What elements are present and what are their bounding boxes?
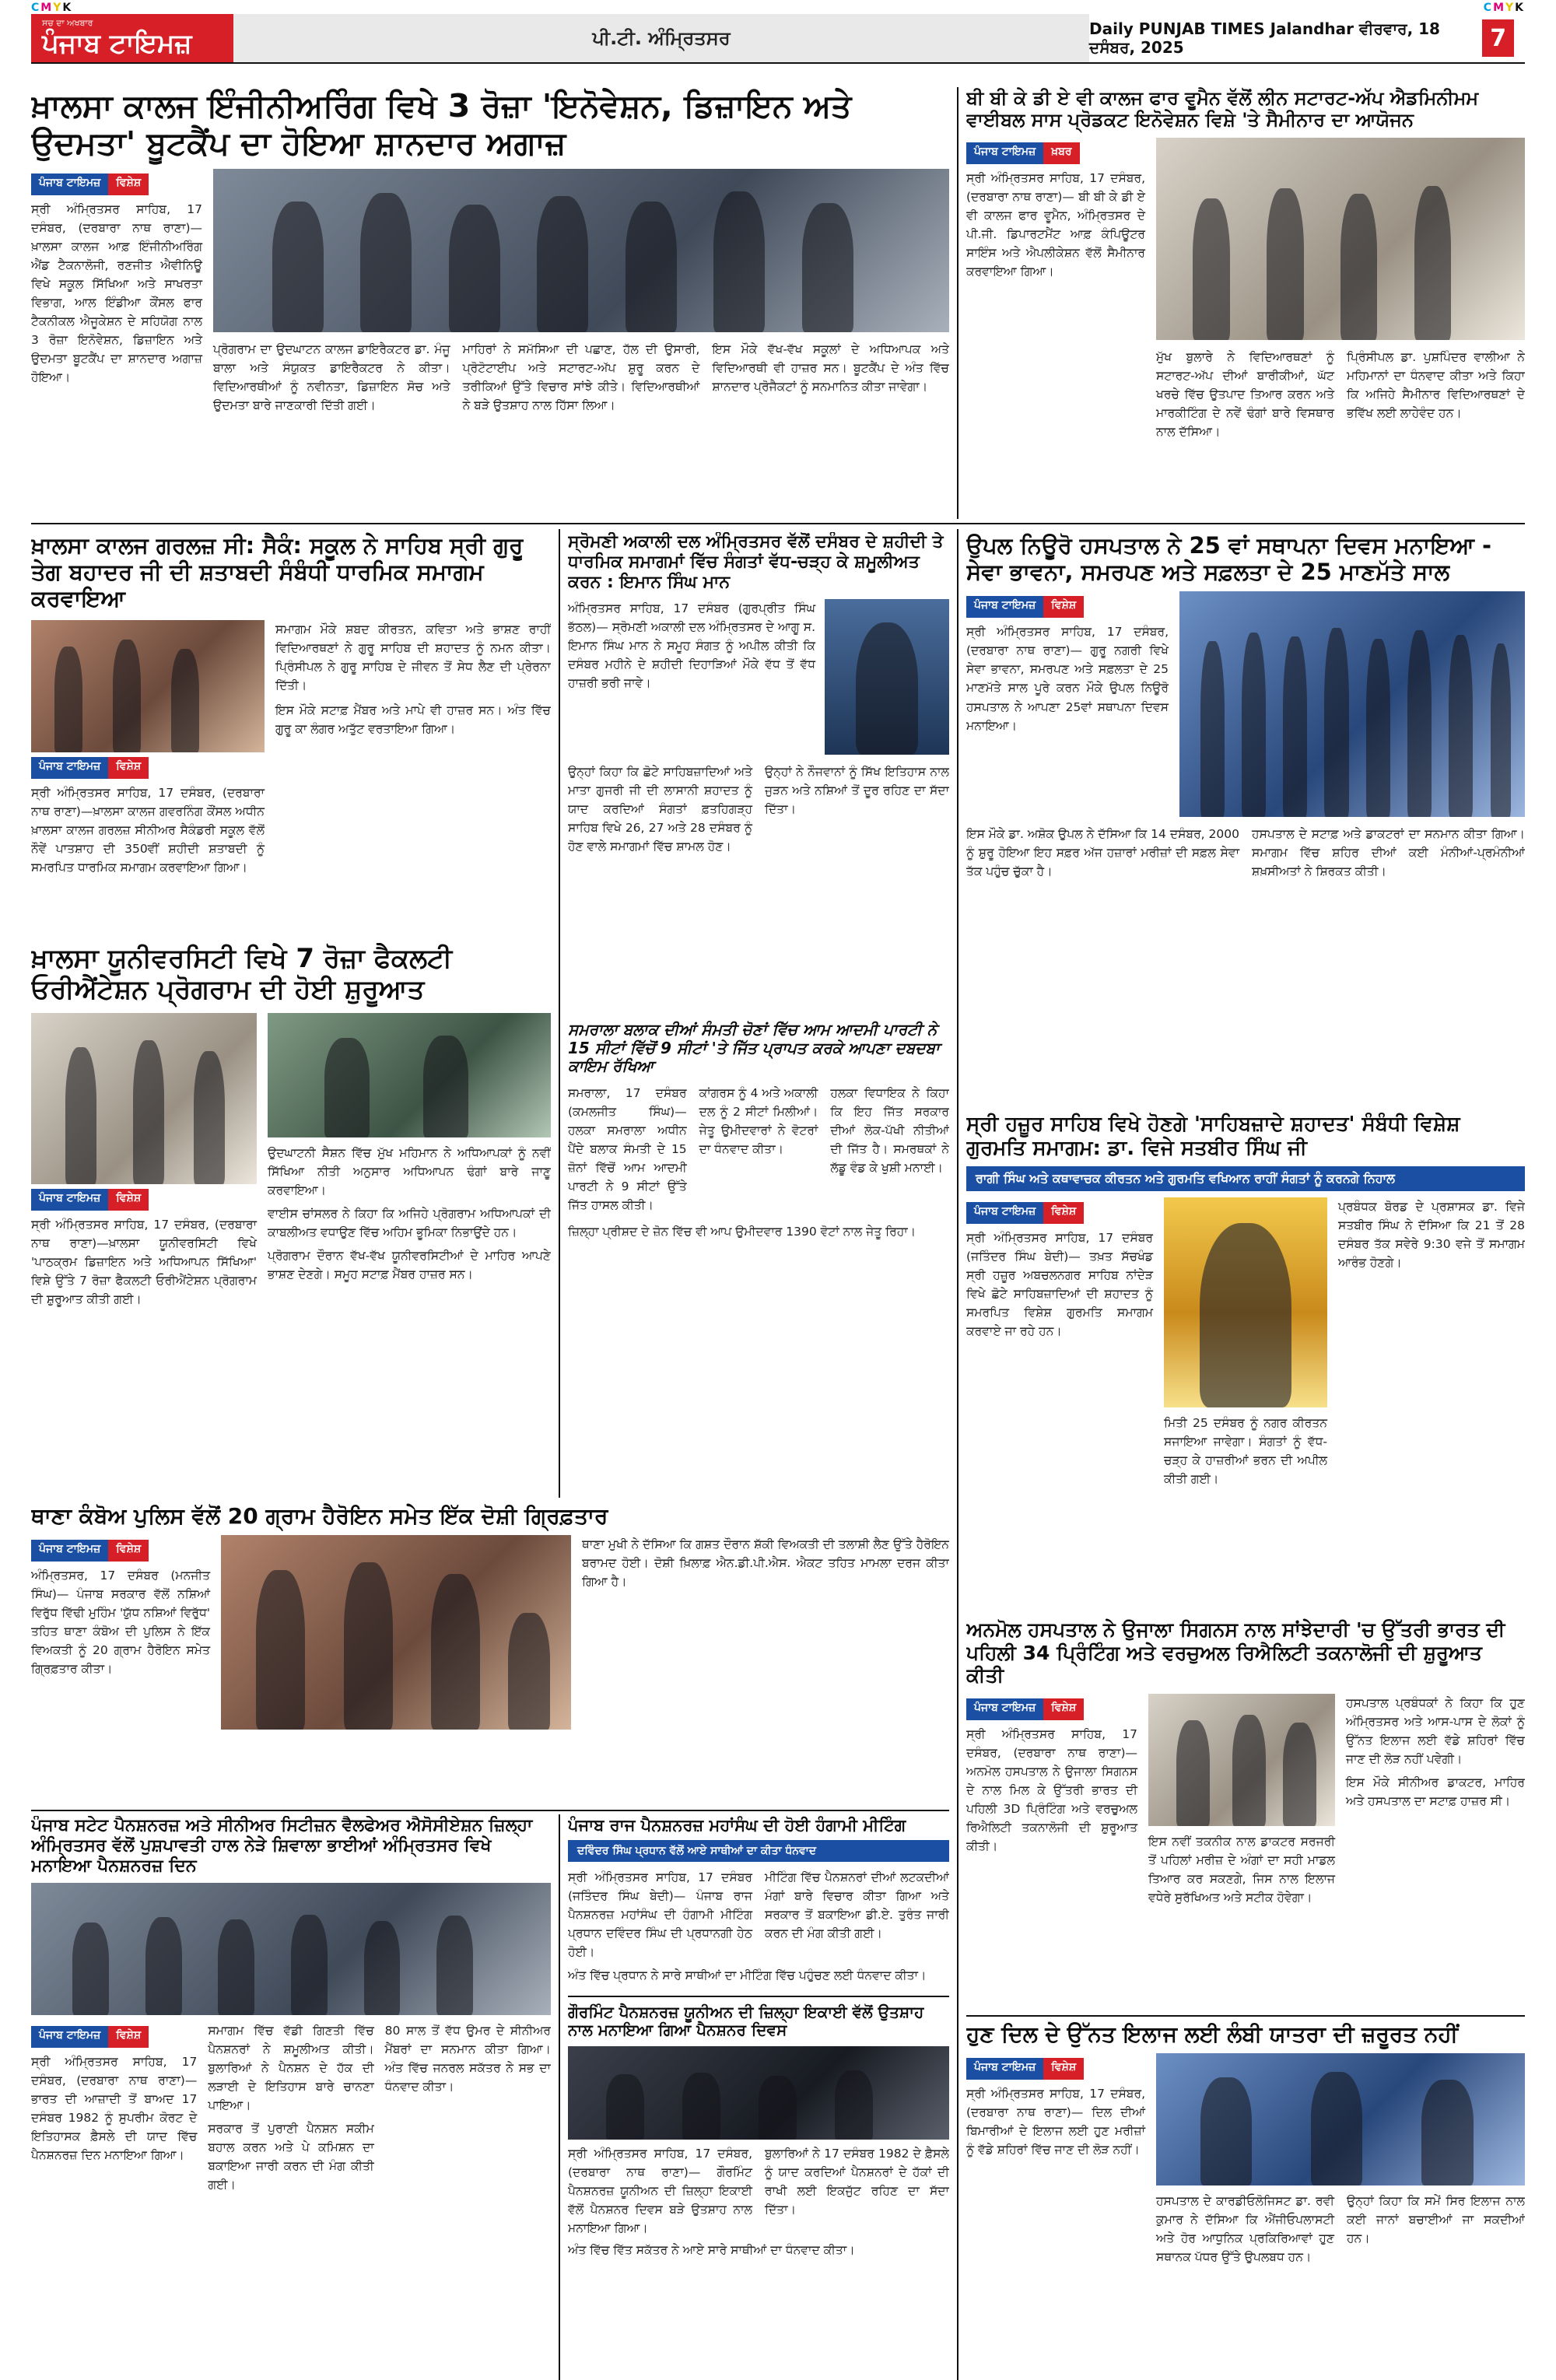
article-body: ਹਸਪਤਾਲ ਦੇ ਸਟਾਫ਼ ਅਤੇ ਡਾਕਟਰਾਂ ਦਾ ਸਨਮਾਨ ਕੀਤਾ ਗਿਆ। ਸਮਾਗਮ ਵਿੱਚ ਸ਼ਹਿਰ ਦੀਆਂ ਕਈ ਮੰਨੀਆਂ-ਪ੍ਰਮੰਨੀਆਂ ਸ਼ਖ਼ਸੀਅਤਾਂ ਨੇ ਸ਼ਿਰਕਤ ਕੀਤੀ। [1252, 827, 1525, 879]
row-rule [966, 2015, 1525, 2017]
police-photo [221, 1535, 571, 1730]
fdp-photo-2 [268, 1013, 551, 1137]
doctors-photo [1156, 2053, 1525, 2185]
article-body: ਮੁੱਖ ਬੁਲਾਰੇ ਨੇ ਵਿਦਿਆਰਥਣਾਂ ਨੂੰ ਸਟਾਰਟ-ਅੱਪ ਦੀਆਂ ਬਾਰੀਕੀਆਂ, ਘੱਟ ਖਰਚੇ ਵਿੱਚ ਉਤਪਾਦ ਤਿਆਰ ਕਰਨ ਅਤੇ ਮਾਰਕੀਟਿੰਗ ਦੇ ਨਵੇਂ ਢੰਗਾਂ ਬਾਰੇ ਵਿਸਥਾਰ ਨਾਲ ਦੱਸਿਆ। [1156, 349, 1334, 439]
article-body: ਇਸ ਮੌਕੇ ਸਟਾਫ਼ ਮੈਂਬਰ ਅਤੇ ਮਾਪੇ ਵੀ ਹਾਜ਼ਰ ਸਨ। ਅੰਤ ਵਿੱਚ ਗੁਰੂ ਕਾ ਲੰਗਰ ਅਤੁੱਟ ਵਰਤਾਇਆ ਗਿਆ। [275, 703, 551, 736]
article-body: ਸ੍ਰੀ ਅੰਮ੍ਰਿਤਸਰ ਸਾਹਿਬ, 17 ਦਸੰਬਰ, (ਦਰਬਾਰਾ ਨਾਥ ਰਾਣਾ)— ਦਿਲ ਦੀਆਂ ਬਿਮਾਰੀਆਂ ਦੇ ਇਲਾਜ ਲਈ ਹੁਣ ਮਰੀਜ਼ਾਂ ਨੂੰ ਵੱਡੇ ਸ਼ਹਿਰਾਂ ਵਿੱਚ ਜਾਣ ਦੀ ਲੋੜ ਨਹੀਂ। [966, 2087, 1145, 2157]
byline-tag: ਪੰਜਾਬ ਟਾਇਮਜ਼ ਵਿਸ਼ੇਸ਼ [31, 1540, 149, 1562]
event-photo [213, 169, 949, 332]
article-body: ਉਦਘਾਟਨੀ ਸੈਸ਼ਨ ਵਿੱਚ ਮੁੱਖ ਮਹਿਮਾਨ ਨੇ ਅਧਿਆਪਕਾਂ ਨੂੰ ਨਵੀਂ ਸਿੱਖਿਆ ਨੀਤੀ ਅਨੁਸਾਰ ਅਧਿਆਪਨ ਢੰਗਾਂ ਬਾਰੇ ਜਾਣੂ ਕਰਵਾਇਆ। [268, 1146, 551, 1198]
row-rule [31, 1810, 949, 1811]
cmyk-marks-left: CMYK [31, 2, 73, 14]
column-rule [559, 1814, 560, 2380]
article-body: ਇਸ ਨਵੀਂ ਤਕਨੀਕ ਨਾਲ ਡਾਕਟਰ ਸਰਜਰੀ ਤੋਂ ਪਹਿਲਾਂ ਮਰੀਜ਼ ਦੇ ਅੰਗਾਂ ਦਾ ਸਹੀ ਮਾਡਲ ਤਿਆਰ ਕਰ ਸਕਣਗੇ, ਜਿਸ ਨਾਲ ਇਲਾਜ ਵਧੇਰੇ ਸੁਰੱਖਿਅਤ ਅਤੇ ਸਟੀਕ ਹੋਵੇਗਾ। [1148, 1834, 1335, 1905]
article-body: ਹਲਕਾ ਵਿਧਾਇਕ ਨੇ ਕਿਹਾ ਕਿ ਇਹ ਜਿੱਤ ਸਰਕਾਰ ਦੀਆਂ ਲੋਕ-ਪੱਖੀ ਨੀਤੀਆਂ ਦੀ ਜਿੱਤ ਹੈ। ਸਮਰਥਕਾਂ ਨੇ ਲੱਡੂ ਵੰਡ ਕੇ ਖੁਸ਼ੀ ਮਨਾਈ। [830, 1085, 949, 1175]
samagam-photo [31, 620, 265, 752]
pensioner-day-photo [568, 2046, 949, 2140]
article-samrala-election [568, 1021, 949, 1497]
article-body: ਅੰਤ ਵਿੱਚ ਪ੍ਰਧਾਨ ਨੇ ਸਾਰੇ ਸਾਥੀਆਂ ਦਾ ਮੀਟਿੰਗ ਵਿੱਚ ਪਹੁੰਚਣ ਲਈ ਧੰਨਵਾਦ ਕੀਤਾ। [568, 1968, 927, 1982]
article-body: ਮਾਹਿਰਾਂ ਨੇ ਸਮੱਸਿਆ ਦੀ ਪਛਾਣ, ਹੱਲ ਦੀ ਉਸਾਰੀ, ਪ੍ਰੋਟੋਟਾਈਪ ਅਤੇ ਸਟਾਰਟ-ਅੱਪ ਸ਼ੁਰੂ ਕਰਨ ਦੇ ਤਰੀਕਿਆਂ ਉੱਤੇ ਵਿਚਾਰ ਸਾਂਝੇ ਕੀਤੇ। ਵਿਦਿਆਰਥੀਆਂ ਨੇ ਬੜੇ ਉਤਸ਼ਾਹ ਨਾਲ ਹਿੱਸਾ ਲਿਆ। [462, 342, 700, 412]
headline: ਅਨਮੋਲ ਹਸਪਤਾਲ ਨੇ ਉਜਾਲਾ ਸਿਗਨਸ ਨਾਲ ਸਾਂਝੇਦਾਰੀ 'ਚ ਉੱਤਰੀ ਭਾਰਤ ਦੀ ਪਹਿਲੀ 34 ਪ੍ਰਿੰਟਿੰਗ ਅਤੇ ਵਰਚੁਅਲ ਰਿਐਲਿਟੀ ਤਕਨਾਲੋਜੀ ਦੀ ਸ਼ੁਰੂਆਤ ਕੀਤੀ [966, 1618, 1505, 1687]
brand-tagline: ਸਚ ਦਾ ਅਖਬਾਰ [42, 18, 93, 28]
article-govt-pensioners-union [568, 1816, 949, 2376]
article-body: ਪ੍ਰੋਗਰਾਮ ਦੌਰਾਨ ਵੱਖ-ਵੱਖ ਯੂਨੀਵਰਸਿਟੀਆਂ ਦੇ ਮਾਹਿਰ ਆਪਣੇ ਭਾਸ਼ਣ ਦੇਣਗੇ। ਸਮੂਹ ਸਟਾਫ਼ ਮੈਂਬਰ ਹਾਜ਼ਰ ਸਨ। [268, 1249, 551, 1282]
page-number: 7 [1482, 19, 1514, 57]
byline-tag: ਪੰਜਾਬ ਟਾਇਮਜ਼ ਖ਼ਬਰ [966, 142, 1080, 164]
article-pensioners-day [31, 1816, 551, 2376]
article-body: ਸਰਕਾਰ ਤੋਂ ਪੁਰਾਣੀ ਪੈਨਸ਼ਨ ਸਕੀਮ ਬਹਾਲ ਕਰਨ ਅਤੇ ਪੇ ਕਮਿਸ਼ਨ ਦਾ ਬਕਾਇਆ ਜਾਰੀ ਕਰਨ ਦੀ ਮੰਗ ਕੀਤੀ ਗਈ। [208, 2121, 374, 2192]
byline-tag: ਪੰਜਾਬ ਟਾਇਮਜ਼ ਵਿਸ਼ੇਸ਼ [31, 174, 149, 195]
article-body: ਪ੍ਰੋਗਰਾਮ ਦਾ ਉਦਘਾਟਨ ਕਾਲਜ ਡਾਇਰੈਕਟਰ ਡਾ. ਮੰਜੂ ਬਾਲਾ ਅਤੇ ਸੰਯੁਕਤ ਡਾਇਰੈਕਟਰ ਨੇ ਕੀਤਾ। ਵਿਦਿਆਰਥੀਆਂ ਨੂੰ ਨਵੀਨਤਾ, ਡਿਜ਼ਾਇਨ ਸੋਚ ਅਤੇ ਉਦਮਤਾ ਬਾਰੇ ਜਾਣਕਾਰੀ ਦਿੱਤੀ ਗਈ। [213, 342, 450, 412]
article-body: ਸ੍ਰੀ ਅੰਮ੍ਰਿਤਸਰ ਸਾਹਿਬ, 17 ਦਸੰਬਰ, (ਦਰਬਾਰਾ ਨਾਥ ਰਾਣਾ)—ਅਨਮੋਲ ਹਸਪਤਾਲ ਨੇ ਉਜਾਲਾ ਸਿਗਨਸ ਦੇ ਨਾਲ ਮਿਲ ਕੇ ਉੱਤਰੀ ਭਾਰਤ ਦੀ ਪਹਿਲੀ 3D ਪ੍ਰਿੰਟਿੰਗ ਅਤੇ ਵਰਚੁਅਲ ਰਿਐਲਿਟੀ ਤਕਨਾਲੋਜੀ ਦੀ ਸ਼ੁਰੂਆਤ ਕੀਤੀ। [966, 1726, 1137, 1853]
article-khalsa-university-fdp [31, 943, 551, 1497]
headline: ਪੰਜਾਬ ਸਟੇਟ ਪੈਨਸ਼ਨਰਜ਼ ਅਤੇ ਸੀਨੀਅਰ ਸਿਟੀਜ਼ਨ ਵੈਲਫੇਅਰ ਐਸੋਸੀਏਸ਼ਨ ਜ਼ਿਲ੍ਹਾ ਅੰਮ੍ਰਿਤਸਰ ਵੱਲੋਂ ਪੁਸ਼ਪਾਵਤੀ ਹਾਲ ਨੇੜੇ ਸ਼ਿਵਾਲਾ ਭਾਈਆਂ ਅੰਮ੍ਰਿਤਸਰ ਵਿਖੇ ਮਨਾਇਆ ਪੈਨਸ਼ਨਰਜ਼ ਦਿਨ [31, 1816, 533, 1876]
article-body: ਉਨ੍ਹਾਂ ਕਿਹਾ ਕਿ ਛੋਟੇ ਸਾਹਿਬਜ਼ਾਦਿਆਂ ਅਤੇ ਮਾਤਾ ਗੁਜਰੀ ਜੀ ਦੀ ਲਾਸਾਨੀ ਸ਼ਹਾਦਤ ਨੂੰ ਯਾਦ ਕਰਦਿਆਂ ਸੰਗਤਾਂ ਫ਼ਤਹਿਗੜ੍ਹ ਸਾਹਿਬ ਵਿਖੇ 26, 27 ਅਤੇ 28 ਦਸੰਬਰ ਨੂੰ ਹੋਣ ਵਾਲੇ ਸਮਾਗਮਾਂ ਵਿੱਚ ਸ਼ਾਮਲ ਹੋਣ। [568, 764, 752, 854]
article-body: ਸ੍ਰੀ ਅੰਮ੍ਰਿਤਸਰ ਸਾਹਿਬ, 17 ਦਸੰਬਰ (ਜਤਿੰਦਰ ਸਿੰਘ ਬੇਦੀ)— ਪੰਜਾਬ ਰਾਜ ਪੈਨਸ਼ਨਰਜ਼ ਮਹਾਂਸੰਘ ਦੀ ਹੰਗਾਮੀ ਮੀਟਿੰਗ ਪ੍ਰਧਾਨ ਦਵਿੰਦਰ ਸਿੰਘ ਦੀ ਪ੍ਰਧਾਨਗੀ ਹੇਠ ਹੋਈ। [568, 1870, 752, 1959]
article-body: ਇਸ ਮੌਕੇ ਸੀਨੀਅਰ ਡਾਕਟਰ, ਮਾਹਿਰ ਅਤੇ ਹਸਪਤਾਲ ਦਾ ਸਟਾਫ਼ ਹਾਜ਼ਰ ਸੀ। [1346, 1775, 1525, 1808]
article-body: ਅੰਮ੍ਰਿਤਸਰ, 17 ਦਸੰਬਰ (ਮਨਜੀਤ ਸਿੰਘ)— ਪੰਜਾਬ ਸਰਕਾਰ ਵੱਲੋਂ ਨਸ਼ਿਆਂ ਵਿਰੁੱਧ ਵਿੱਢੀ ਮੁਹਿੰਮ 'ਯੁੱਧ ਨਸ਼ਿਆਂ ਵਿਰੁੱਧ' ਤਹਿਤ ਥਾਣਾ ਕੰਬੋਅ ਦੀ ਪੁਲਿਸ ਨੇ ਇੱਕ ਵਿਅਕਤੀ ਨੂੰ 20 ਗ੍ਰਾਮ ਹੈਰੋਇਨ ਸਮੇਤ ਗ੍ਰਿਫ਼ਤਾਰ ਕੀਤਾ। [31, 1569, 210, 1677]
article-body: ਕਾਂਗਰਸ ਨੂੰ 4 ਅਤੇ ਅਕਾਲੀ ਦਲ ਨੂੰ 2 ਸੀਟਾਂ ਮਿਲੀਆਂ। ਜੇਤੂ ਉਮੀਦਵਾਰਾਂ ਨੇ ਵੋਟਰਾਂ ਦਾ ਧੰਨਵਾਦ ਕੀਤਾ। [699, 1085, 818, 1156]
portrait-photo [825, 599, 949, 755]
article-body: ਵਾਈਸ ਚਾਂਸਲਰ ਨੇ ਕਿਹਾ ਕਿ ਅਜਿਹੇ ਪ੍ਰੋਗਰਾਮ ਅਧਿਆਪਕਾਂ ਦੀ ਕਾਬਲੀਅਤ ਵਧਾਉਣ ਵਿੱਚ ਅਹਿਮ ਭੂਮਿਕਾ ਨਿਭਾਉਂਦੇ ਹਨ। [268, 1207, 551, 1240]
brand-logo [31, 14, 233, 62]
article-anmol-hospital [966, 1618, 1525, 2011]
article-body: ਅੰਮ੍ਰਿਤਸਰ ਸਾਹਿਬ, 17 ਦਸੰਬਰ (ਗੁਰਪ੍ਰੀਤ ਸਿੰਘ ਭੱਠਲ)— ਸ੍ਰੋਮਣੀ ਅਕਾਲੀ ਦਲ ਅੰਮ੍ਰਿਤਸਰ ਦੇ ਆਗੂ ਸ. ਇਮਾਨ ਸਿੰਘ ਮਾਨ ਨੇ ਸਮੂਹ ਸੰਗਤ ਨੂੰ ਅਪੀਲ ਕੀਤੀ ਕਿ ਦਸੰਬਰ ਮਹੀਨੇ ਦੇ ਸ਼ਹੀਦੀ ਦਿਹਾੜਿਆਂ ਮੌਕੇ ਵੱਧ ਤੋਂ ਵੱਧ ਹਾਜ਼ਰੀ ਭਰੀ ਜਾਵੇ। [568, 601, 815, 690]
column-rule [957, 87, 958, 519]
article-sad-appeal [568, 532, 949, 1015]
seminar-photo [1156, 138, 1525, 340]
column-rule [559, 529, 560, 1498]
article-body: ਜ਼ਿਲ੍ਹਾ ਪ੍ਰੀਸ਼ਦ ਦੇ ਜ਼ੋਨ ਵਿੱਚ ਵੀ ਆਪ ਉਮੀਦਵਾਰ 1390 ਵੋਟਾਂ ਨਾਲ ਜੇਤੂ ਰਿਹਾ। [568, 1224, 916, 1239]
article-body: ਸ੍ਰੀ ਅੰਮ੍ਰਿਤਸਰ ਸਾਹਿਬ, 17 ਦਸੰਬਰ, (ਦਰਬਾਰਾ ਨਾਥ ਰਾਣਾ)— ਗੁਰੂ ਨਗਰੀ ਵਿਖੇ ਸੇਵਾ ਭਾਵਨਾ, ਸਮਰਪਣ ਅਤੇ ਸਫ਼ਲਤਾ ਦੇ 25 ਮਾਣਮੱਤੇ ਸਾਲ ਪੂਰੇ ਕਰਨ ਮੌਕੇ ਉਪਲ ਨਿਊਰੋ ਹਸਪਤਾਲ ਨੇ ਆਪਣਾ 25ਵਾਂ ਸਥਾਪਨਾ ਦਿਵਸ ਮਨਾਇਆ। [966, 625, 1169, 733]
byline-tag: ਪੰਜਾਬ ਟਾਇਮਜ਼ ਵਿਸ਼ੇਸ਼ [966, 2058, 1084, 2080]
article-hazur-sahib-samagam [966, 1113, 1525, 1611]
article-body: ਸ੍ਰੀ ਅੰਮ੍ਰਿਤਸਰ ਸਾਹਿਬ, 17 ਦਸੰਬਰ, (ਦਰਬਾਰਾ ਨਾਥ ਰਾਣਾ)—ਖ਼ਾਲਸਾ ਕਾਲਜ ਆਫ਼ ਇੰਜੀਨੀਅਰਿੰਗ ਐਂਡ ਟੈਕਨਾਲੋਜੀ, ਰਣਜੀਤ ਐਵੀਨਿਊ ਵਿਖੇ ਸਕੂਲ ਸਿੱਖਿਆ ਅਤੇ ਸਾਖਰਤਾ ਵਿਭਾਗ, ਆਲ ਇੰਡੀਆ ਕੌਂਸਲ ਫਾਰ ਟੈਕਨੀਕਲ ਐਜੂਕੇਸ਼ਨ ਦੇ ਸਹਿਯੋਗ ਨਾਲ 3 ਰੋਜ਼ਾ ਇਨੋਵੇਸ਼ਨ, ਡਿਜ਼ਾਇਨ ਅਤੇ ਉਦਮਤਾ ਬੂਟਕੈਂਪ ਦਾ ਸ਼ਾਨਦਾਰ ਅਗਾਜ਼ ਹੋਇਆ। [31, 202, 202, 384]
article-body: ਹਸਪਤਾਲ ਪ੍ਰਬੰਧਕਾਂ ਨੇ ਕਿਹਾ ਕਿ ਹੁਣ ਅੰਮ੍ਰਿਤਸਰ ਅਤੇ ਆਸ-ਪਾਸ ਦੇ ਲੋਕਾਂ ਨੂੰ ਉੱਨਤ ਇਲਾਜ ਲਈ ਵੱਡੇ ਸ਼ਹਿਰਾਂ ਵਿੱਚ ਜਾਣ ਦੀ ਲੋੜ ਨਹੀਂ ਪਵੇਗੀ। [1346, 1695, 1525, 1766]
dateline-box [1089, 14, 1525, 62]
headline: ਪੰਜਾਬ ਰਾਜ ਪੈਨਸ਼ਨਰਜ਼ ਮਹਾਂਸੰਘ ਦੀ ਹੋਈ ਹੰਗਾਮੀ ਮੀਟਿੰਗ [568, 1816, 906, 1835]
headline: ਸਮਰਾਲਾ ਬਲਾਕ ਦੀਆਂ ਸੰਮਤੀ ਚੋਣਾਂ ਵਿੱਚ ਆਮ ਆਦਮੀ ਪਾਰਟੀ ਨੇ 15 ਸੀਟਾਂ ਵਿੱਚੋਂ 9 ਸੀਟਾਂ 'ਤੇ ਜਿੱਤ ਪ੍ਰਾਪਤ ਕਰਕੇ ਆਪਣਾ ਦਬਦਬਾ ਕਾਇਮ ਰੱਖਿਆ [568, 1021, 940, 1076]
article-body: ਸ੍ਰੀ ਅੰਮ੍ਰਿਤਸਰ ਸਾਹਿਬ, 17 ਦਸੰਬਰ, (ਦਰਬਾਰਾ ਨਾਥ ਰਾਣਾ)— ਬੀ ਬੀ ਕੇ ਡੀ ਏ ਵੀ ਕਾਲਜ ਫਾਰ ਵੂਮੈਨ, ਅੰਮ੍ਰਿਤਸਰ ਦੇ ਪੀ.ਜੀ. ਡਿਪਾਰਟਮੈਂਟ ਆਫ਼ ਕੰਪਿਊਟਰ ਸਾਇੰਸ ਅਤੇ ਐਪਲੀਕੇਸ਼ਨ ਵੱਲੋਂ ਸੈਮੀਨਾਰ ਕਰਵਾਇਆ ਗਿਆ। [966, 170, 1145, 279]
byline-tag: ਪੰਜਾਬ ਟਾਇਮਜ਼ ਵਿਸ਼ੇਸ਼ [966, 596, 1084, 618]
article-body: ਮਿਤੀ 25 ਦਸੰਬਰ ਨੂੰ ਨਗਰ ਕੀਰਤਨ ਸਜਾਇਆ ਜਾਵੇਗਾ। ਸੰਗਤਾਂ ਨੂੰ ਵੱਧ-ਚੜ੍ਹ ਕੇ ਹਾਜ਼ਰੀਆਂ ਭਰਨ ਦੀ ਅਪੀਲ ਕੀਤੀ ਗਈ। [1164, 1416, 1327, 1487]
article-body: ਅੰਤ ਵਿੱਚ ਵਿੱਤ ਸਕੱਤਰ ਨੇ ਆਏ ਸਾਰੇ ਸਾਥੀਆਂ ਦਾ ਧੰਨਵਾਦ ਕੀਤਾ। [568, 2243, 855, 2258]
article-body: ਪ੍ਰਿੰਸੀਪਲ ਡਾ. ਪੁਸ਼ਪਿੰਦਰ ਵਾਲੀਆ ਨੇ ਮਹਿਮਾਨਾਂ ਦਾ ਧੰਨਵਾਦ ਕੀਤਾ ਅਤੇ ਕਿਹਾ ਕਿ ਅਜਿਹੇ ਸੈਮੀਨਾਰ ਵਿਦਿਆਰਥਣਾਂ ਦੇ ਭਵਿੱਖ ਲਈ ਲਾਹੇਵੰਦ ਹਨ। [1347, 349, 1525, 420]
article-body: ਸ੍ਰੀ ਅੰਮ੍ਰਿਤਸਰ ਸਾਹਿਬ, 17 ਦਸੰਬਰ (ਜਤਿੰਦਰ ਸਿੰਘ ਬੇਦੀ)— ਤਖ਼ਤ ਸੱਚਖੰਡ ਸ੍ਰੀ ਹਜ਼ੂਰ ਅਬਚਲਨਗਰ ਸਾਹਿਬ ਨਾਂਦੇੜ ਵਿਖੇ ਛੋਟੇ ਸਾਹਿਬਜ਼ਾਦਿਆਂ ਦੀ ਸ਼ਹਾਦਤ ਨੂੰ ਸਮਰਪਿਤ ਵਿਸ਼ੇਸ਼ ਗੁਰਮਤਿ ਸਮਾਗਮ ਕਰਵਾਏ ਜਾ ਰਹੇ ਹਨ। [966, 1231, 1153, 1339]
article-uppal-neuro-hospital [966, 532, 1525, 1108]
article-body: ਥਾਣਾ ਮੁਖੀ ਨੇ ਦੱਸਿਆ ਕਿ ਗਸ਼ਤ ਦੌਰਾਨ ਸ਼ੱਕੀ ਵਿਅਕਤੀ ਦੀ ਤਲਾਸ਼ੀ ਲੈਣ ਉੱਤੇ ਹੈਰੋਇਨ ਬਰਾਮਦ ਹੋਈ। ਦੋਸ਼ੀ ਖ਼ਿਲਾਫ਼ ਐਨ.ਡੀ.ਪੀ.ਐਸ. ਐਕਟ ਤਹਿਤ ਮਾਮਲਾ ਦਰਜ ਕੀਤਾ ਗਿਆ ਹੈ। [582, 1537, 949, 1590]
article-body: ਸਮਾਗਮ ਮੌਕੇ ਸ਼ਬਦ ਕੀਰਤਨ, ਕਵਿਤਾ ਅਤੇ ਭਾਸ਼ਣ ਰਾਹੀਂ ਵਿਦਿਆਰਥਣਾਂ ਨੇ ਗੁਰੂ ਸਾਹਿਬ ਦੀ ਸ਼ਹਾਦਤ ਨੂੰ ਨਮਨ ਕੀਤਾ। ਪ੍ਰਿੰਸੀਪਲ ਨੇ ਗੁਰੂ ਸਾਹਿਬ ਦੇ ਜੀਵਨ ਤੋਂ ਸੇਧ ਲੈਣ ਦੀ ਪ੍ਰੇਰਨਾ ਦਿੱਤੀ। [275, 622, 551, 692]
byline-tag: ਪੰਜਾਬ ਟਾਇਮਜ਼ ਵਿਸ਼ੇਸ਼ [31, 1189, 149, 1211]
fdp-photo [31, 1013, 257, 1184]
article-body: ਹਸਪਤਾਲ ਦੇ ਕਾਰਡੀਓਲੋਜਿਸਟ ਡਾ. ਰਵੀ ਕੁਮਾਰ ਨੇ ਦੱਸਿਆ ਕਿ ਐਂਜੀਓਪਲਾਸਟੀ ਅਤੇ ਹੋਰ ਆਧੁਨਿਕ ਪ੍ਰਕਿਰਿਆਵਾਂ ਹੁਣ ਸਥਾਨਕ ਪੱਧਰ ਉੱਤੇ ਉਪਲਬਧ ਹਨ। [1156, 2194, 1334, 2265]
headline: ਬੀ ਬੀ ਕੇ ਡੀ ਏ ਵੀ ਕਾਲਜ ਫਾਰ ਵੂਮੈਨ ਵੱਲੋਂ ਲੀਨ ਸਟਾਰਟ-ਅੱਪ ਐਡਮਿਨੀਮਮ ਵਾਈਬਲ ਸਾਸ ਪ੍ਰੋਡਕਟ ਇਨੋਵੇਸ਼ਨ ਵਿਸ਼ੇ 'ਤੇ ਸੈਮੀਨਾਰ ਦਾ ਆਯੋਜਨ [966, 87, 1479, 131]
byline-tag: ਪੰਜਾਬ ਟਾਇਮਜ਼ ਵਿਸ਼ੇਸ਼ [966, 1202, 1084, 1224]
article-girls-school-samagam [31, 532, 551, 937]
article-body: ਪ੍ਰਬੰਧਕ ਬੋਰਡ ਦੇ ਪ੍ਰਸ਼ਾਸਕ ਡਾ. ਵਿਜੇ ਸਤਬੀਰ ਸਿੰਘ ਨੇ ਦੱਸਿਆ ਕਿ 21 ਤੋਂ 28 ਦਸੰਬਰ ਤੱਕ ਸਵੇਰੇ 9:30 ਵਜੇ ਤੋਂ ਸਮਾਗਮ ਆਰੰਭ ਹੋਣਗੇ। [1338, 1200, 1525, 1271]
article-body: ਉਨ੍ਹਾਂ ਕਿਹਾ ਕਿ ਸਮੇਂ ਸਿਰ ਇਲਾਜ ਨਾਲ ਕਈ ਜਾਨਾਂ ਬਚਾਈਆਂ ਜਾ ਸਕਦੀਆਂ ਹਨ। [1347, 2194, 1525, 2246]
article-police-heroin [31, 1503, 949, 1807]
article-body: ਮੀਟਿੰਗ ਵਿੱਚ ਪੈਨਸ਼ਨਰਾਂ ਦੀਆਂ ਲਟਕਦੀਆਂ ਮੰਗਾਂ ਬਾਰੇ ਵਿਚਾਰ ਕੀਤਾ ਗਿਆ ਅਤੇ ਸਰਕਾਰ ਤੋਂ ਬਕਾਇਆ ਡੀ.ਏ. ਤੁਰੰਤ ਜਾਰੀ ਕਰਨ ਦੀ ਮੰਗ ਕੀਤੀ ਗਈ। [765, 1870, 949, 1940]
masthead [31, 16, 1525, 64]
article-body: ਇਸ ਮੌਕੇ ਡਾ. ਅਸ਼ੋਕ ਉਪਲ ਨੇ ਦੱਸਿਆ ਕਿ 14 ਦਸੰਬਰ, 2000 ਨੂੰ ਸ਼ੁਰੂ ਹੋਇਆ ਇਹ ਸਫ਼ਰ ਅੱਜ ਹਜ਼ਾਰਾਂ ਮਰੀਜ਼ਾਂ ਦੀ ਸਫ਼ਲ ਸੇਵਾ ਤੱਕ ਪਹੁੰਚ ਚੁੱਕਾ ਹੈ। [966, 827, 1239, 879]
subhead-banner: ਰਾਗੀ ਸਿੰਘ ਅਤੇ ਕਥਾਵਾਚਕ ਕੀਰਤਨ ਅਤੇ ਗੁਰਮਤਿ ਵਖਿਆਨ ਰਾਹੀਂ ਸੰਗਤਾਂ ਨੂੰ ਕਰਨਗੇ ਨਿਹਾਲ [966, 1166, 1525, 1191]
article-body: ਸ੍ਰੀ ਅੰਮ੍ਰਿਤਸਰ ਸਾਹਿਬ, 17 ਦਸੰਬਰ, (ਦਰਬਾਰਾ ਨਾਥ ਰਾਣਾ)—ਖ਼ਾਲਸਾ ਕਾਲਜ ਗਵਰਨਿੰਗ ਕੌਂਸਲ ਅਧੀਨ ਖ਼ਾਲਸਾ ਕਾਲਜ ਗਰਲਜ਼ ਸੀਨੀਅਰ ਸੈਕੰਡਰੀ ਸਕੂਲ ਵੱਲੋਂ ਨੌਵੇਂ ਪਾਤਸ਼ਾਹ ਦੀ 350ਵੀਂ ਸ਼ਹੀਦੀ ਸ਼ਤਾਬਦੀ ਨੂੰ ਸਮਰਪਿਤ ਧਾਰਮਿਕ ਸਮਾਗਮ ਕਰਵਾਇਆ ਗਿਆ। [31, 785, 265, 875]
article-bootcamp [31, 87, 949, 519]
pensioners-photo [31, 1883, 551, 2015]
article-body: ਉਨ੍ਹਾਂ ਨੇ ਨੌਜਵਾਨਾਂ ਨੂੰ ਸਿੱਖ ਇਤਿਹਾਸ ਨਾਲ ਜੁੜਨ ਅਤੇ ਨਸ਼ਿਆਂ ਤੋਂ ਦੂਰ ਰਹਿਣ ਦਾ ਸੱਦਾ ਦਿੱਤਾ। [765, 764, 949, 816]
cmyk-marks-right: CMYK [1483, 2, 1525, 14]
article-heart-treatment [966, 2021, 1525, 2376]
headline: ਸ੍ਰੋਮਣੀ ਅਕਾਲੀ ਦਲ ਅੰਮ੍ਰਿਤਸਰ ਵੱਲੋਂ ਦਸੰਬਰ ਦੇ ਸ਼ਹੀਦੀ ਤੇ ਧਾਰਮਿਕ ਸਮਾਗਮਾਂ ਵਿੱਚ ਸੰਗਤਾਂ ਵੱਧ-ਚੜ੍ਹ ਕੇ ਸ਼ਮੂਲੀਅਤ ਕਰਨ : ਇਮਾਨ ਸਿੰਘ ਮਾਨ [568, 532, 944, 592]
row-rule [31, 523, 1525, 524]
article-body: ਬੁਲਾਰਿਆਂ ਨੇ 17 ਦਸੰਬਰ 1982 ਦੇ ਫ਼ੈਸਲੇ ਨੂੰ ਯਾਦ ਕਰਦਿਆਂ ਪੈਨਸ਼ਨਰਾਂ ਦੇ ਹੱਕਾਂ ਦੀ ਰਾਖੀ ਲਈ ਇਕਜੁੱਟ ਰਹਿਣ ਦਾ ਸੱਦਾ ਦਿੱਤਾ। [765, 2147, 949, 2217]
subhead-banner: ਦਵਿੰਦਰ ਸਿੰਘ ਪ੍ਰਧਾਨ ਵੱਲੋਂ ਆਏ ਸਾਥੀਆਂ ਦਾ ਕੀਤਾ ਧੰਨਵਾਦ [568, 1840, 949, 1862]
article-body: 80 ਸਾਲ ਤੋਂ ਵੱਧ ਉਮਰ ਦੇ ਸੀਨੀਅਰ ਮੈਂਬਰਾਂ ਦਾ ਸਨਮਾਨ ਕੀਤਾ ਗਿਆ। ਅੰਤ ਵਿੱਚ ਜਨਰਲ ਸਕੱਤਰ ਨੇ ਸਭ ਦਾ ਧੰਨਵਾਦ ਕੀਤਾ। [384, 2023, 551, 2094]
edition-label: ਪੀ.ਟੀ. ਅੰਮ੍ਰਿਤਸਰ [233, 14, 1089, 62]
headline: ਗੌਰਮਿੰਟ ਪੈਨਸ਼ਨਰਜ਼ ਯੂਨੀਅਨ ਦੀ ਜ਼ਿਲ੍ਹਾ ਇਕਾਈ ਵੱਲੋਂ ਉਤਸ਼ਾਹ ਨਾਲ ਮਨਾਇਆ ਗਿਆ ਪੈਨਸ਼ਨਰ ਦਿਵਸ [568, 1996, 949, 2040]
headline: ਥਾਣਾ ਕੰਬੋਅ ਪੁਲਿਸ ਵੱਲੋਂ 20 ਗ੍ਰਾਮ ਹੈਰੋਇਨ ਸਮੇਤ ਇੱਕ ਦੋਸ਼ੀ ਗ੍ਰਿਫ਼ਤਾਰ [31, 1503, 608, 1529]
byline-tag: ਪੰਜਾਬ ਟਾਇਮਜ਼ ਵਿਸ਼ੇਸ਼ [31, 757, 149, 779]
article-body: ਸਮਾਗਮ ਵਿੱਚ ਵੱਡੀ ਗਿਣਤੀ ਵਿੱਚ ਪੈਨਸ਼ਨਰਾਂ ਨੇ ਸ਼ਮੂਲੀਅਤ ਕੀਤੀ। ਬੁਲਾਰਿਆਂ ਨੇ ਪੈਨਸ਼ਨ ਦੇ ਹੱਕ ਦੀ ਲੜਾਈ ਦੇ ਇਤਿਹਾਸ ਬਾਰੇ ਚਾਨਣਾ ਪਾਇਆ। [208, 2023, 374, 2112]
article-bbk-dav-seminar [966, 87, 1525, 519]
anniversary-photo [1179, 591, 1525, 817]
article-body: ਸਮਰਾਲਾ, 17 ਦਸੰਬਰ (ਕਮਲਜੀਤ ਸਿੰਘ)— ਹਲਕਾ ਸਮਰਾਲਾ ਅਧੀਨ ਪੈਂਦੇ ਬਲਾਕ ਸੰਮਤੀ ਦੇ 15 ਜ਼ੋਨਾਂ ਵਿੱਚੋਂ ਆਮ ਆਦਮੀ ਪਾਰਟੀ ਨੇ 9 ਸੀਟਾਂ ਉੱਤੇ ਜਿੱਤ ਹਾਸਲ ਕੀਤੀ। [568, 1085, 687, 1212]
article-body: ਇਸ ਮੌਕੇ ਵੱਖ-ਵੱਖ ਸਕੂਲਾਂ ਦੇ ਅਧਿਆਪਕ ਅਤੇ ਵਿਦਿਆਰਥੀ ਵੀ ਹਾਜ਼ਰ ਸਨ। ਬੂਟਕੈਂਪ ਦੇ ਅੰਤ ਵਿੱਚ ਸ਼ਾਨਦਾਰ ਪ੍ਰੋਜੈਕਟਾਂ ਨੂੰ ਸਨਮਾਨਿਤ ਕੀਤਾ ਜਾਵੇਗਾ। [712, 342, 949, 394]
article-body: ਸ੍ਰੀ ਅੰਮ੍ਰਿਤਸਰ ਸਾਹਿਬ, 17 ਦਸੰਬਰ, (ਦਰਬਾਰਾ ਨਾਥ ਰਾਣਾ)—ਖ਼ਾਲਸਾ ਯੂਨੀਵਰਸਿਟੀ ਵਿਖੇ 'ਪਾਠਕ੍ਰਮ ਡਿਜ਼ਾਇਨ ਅਤੇ ਅਧਿਆਪਨ ਸਿੱਖਿਆ' ਵਿਸ਼ੇ ਉੱਤੇ 7 ਰੋਜ਼ਾ ਫੈਕਲਟੀ ਓਰੀਐਂਟੇਸ਼ਨ ਪ੍ਰੋਗਰਾਮ ਦੀ ਸ਼ੁਰੂਆਤ ਕੀਤੀ ਗਈ। [31, 1218, 257, 1307]
portrait-photo [1164, 1197, 1327, 1407]
headline: ਸ੍ਰੀ ਹਜ਼ੂਰ ਸਾਹਿਬ ਵਿਖੇ ਹੋਣਗੇ 'ਸਾਹਿਬਜ਼ਾਦੇ ਸ਼ਹਾਦਤ' ਸੰਬੰਧੀ ਵਿਸ਼ੇਸ਼ ਗੁਰਮਤਿ ਸਮਾਗਮ: ਡਾ. ਵਿਜੇ ਸਤਬੀਰ ਸਿੰਘ ਜੀ [966, 1113, 1460, 1160]
byline-tag: ਪੰਜਾਬ ਟਾਇਮਜ਼ ਵਿਸ਼ੇਸ਼ [966, 1698, 1084, 1720]
headline: ਖ਼ਾਲਸਾ ਕਾਲਜ ਇੰਜੀਨੀਅਰਿੰਗ ਵਿਖੇ 3 ਰੋਜ਼ਾ 'ਇਨੋਵੇਸ਼ਨ, ਡਿਜ਼ਾਇਨ ਅਤੇ ਉਦਮਤਾ' ਬੂਟਕੈਂਪ ਦਾ ਹੋਇਆ ਸ਼ਾਨਦਾਰ ਅਗਾਜ਼ [31, 87, 852, 163]
headline: ਉਪਲ ਨਿਊਰੋ ਹਸਪਤਾਲ ਨੇ 25 ਵਾਂ ਸਥਾਪਨਾ ਦਿਵਸ ਮਨਾਇਆ - ਸੇਵਾ ਭਾਵਨਾ, ਸਮਰਪਣ ਅਤੇ ਸਫ਼ਲਤਾ ਦੇ 25 ਮਾਣਮੱਤੇ ਸਾਲ [966, 532, 1492, 586]
article-body: ਸ੍ਰੀ ਅੰਮ੍ਰਿਤਸਰ ਸਾਹਿਬ, 17 ਦਸੰਬਰ, (ਦਰਬਾਰਾ ਨਾਥ ਰਾਣਾ)—ਭਾਰਤ ਦੀ ਆਜ਼ਾਦੀ ਤੋਂ ਬਾਅਦ 17 ਦਸੰਬਰ 1982 ਨੂੰ ਸੁਪਰੀਮ ਕੋਰਟ ਦੇ ਇਤਿਹਾਸਕ ਫ਼ੈਸਲੇ ਦੀ ਯਾਦ ਵਿੱਚ ਪੈਨਸ਼ਨਰਜ਼ ਦਿਨ ਮਨਾਇਆ ਗਿਆ। [31, 2054, 198, 2162]
headline: ਖ਼ਾਲਸਾ ਯੂਨੀਵਰਸਿਟੀ ਵਿਖੇ 7 ਰੋਜ਼ਾ ਫੈਕਲਟੀ ਓਰੀਐਂਟੇਸ਼ਨ ਪ੍ਰੋਗਰਾਮ ਦੀ ਹੋਈ ਸ਼ੁਰੂਆਤ [31, 943, 453, 1006]
byline-tag: ਪੰਜਾਬ ਟਾਇਮਜ਼ ਵਿਸ਼ੇਸ਼ [31, 2026, 149, 2048]
headline: ਹੁਣ ਦਿਲ ਦੇ ਉੱਨਤ ਇਲਾਜ ਲਈ ਲੰਬੀ ਯਾਤਰਾ ਦੀ ਜ਼ਰੂਰਤ ਨਹੀਂ [966, 2021, 1459, 2047]
article-body: ਸ੍ਰੀ ਅੰਮ੍ਰਿਤਸਰ ਸਾਹਿਬ, 17 ਦਸੰਬਰ, (ਦਰਬਾਰਾ ਨਾਥ ਰਾਣਾ)— ਗੌਰਮਿੰਟ ਪੈਨਸ਼ਨਰਜ਼ ਯੂਨੀਅਨ ਦੀ ਜ਼ਿਲ੍ਹਾ ਇਕਾਈ ਵੱਲੋਂ ਪੈਨਸ਼ਨਰ ਦਿਵਸ ਬੜੇ ਉਤਸ਼ਾਹ ਨਾਲ ਮਨਾਇਆ ਗਿਆ। [568, 2147, 752, 2236]
headline: ਖ਼ਾਲਸਾ ਕਾਲਜ ਗਰਲਜ਼ ਸੀ: ਸੈਕੰ: ਸਕੂਲ ਨੇ ਸਾਹਿਬ ਸ੍ਰੀ ਗੁਰੂ ਤੇਗ ਬਹਾਦਰ ਜੀ ਦੀ ਸ਼ਤਾਬਦੀ ਸੰਬੰਧੀ ਧਾਰਮਿਕ ਸਮਾਗਮ ਕਰਵਾਇਆ [31, 532, 524, 612]
brand-name: ਪੰਜਾਬ ਟਾਇਮਜ਼ [42, 28, 192, 59]
dateline: Daily PUNJAB TIMES Jalandhar ਵੀਰਵਾਰ, 18 ਦਸੰਬਰ, 2025 [1089, 19, 1440, 57]
inauguration-photo [1148, 1694, 1335, 1826]
column-rule [957, 529, 958, 2380]
